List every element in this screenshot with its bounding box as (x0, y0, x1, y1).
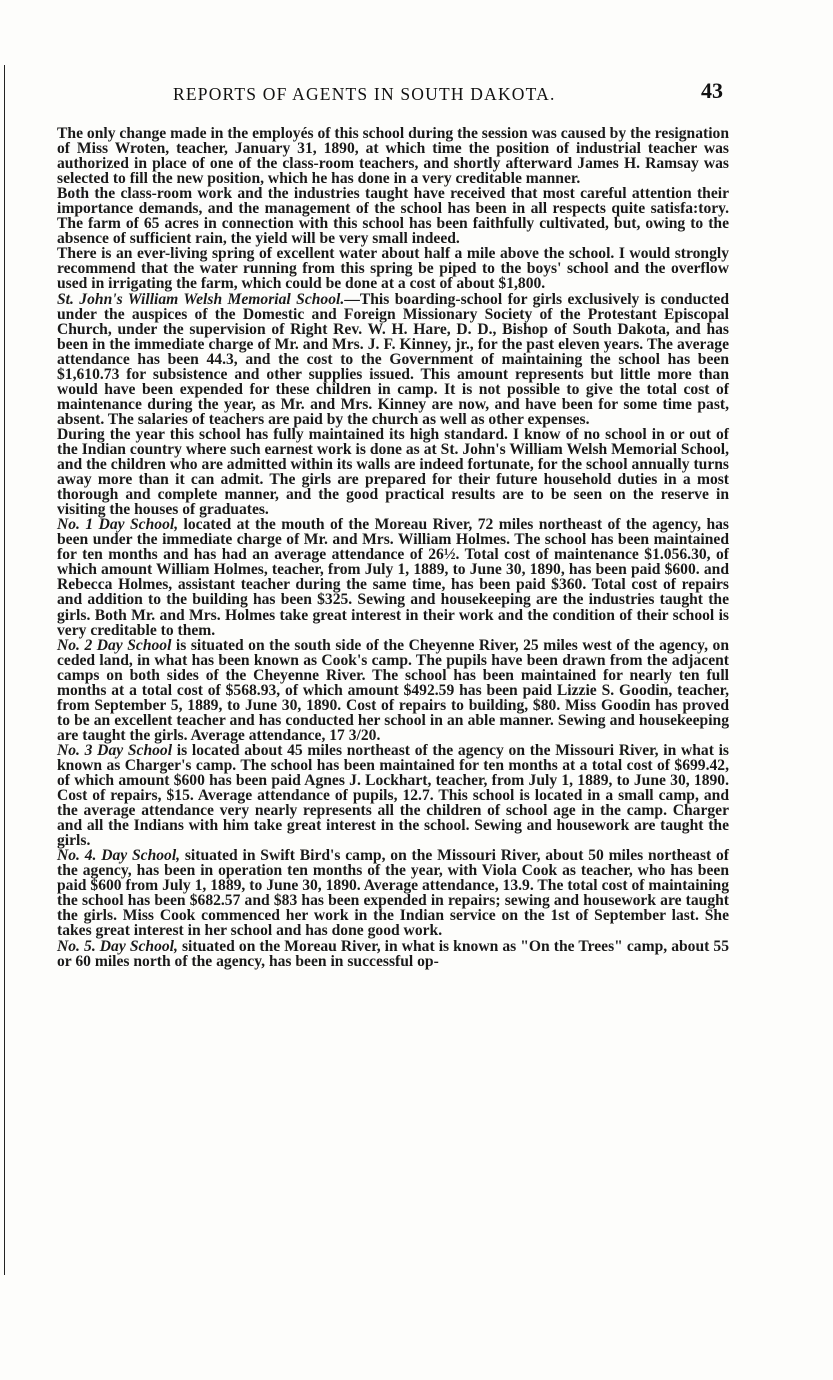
paragraph-text: situated in Swift Bird's camp, on the Missouri River, about 50 miles northeast of the agency, has been in operation ten months of the year, with Viola Cook as teacher, who has been paid $600 from July 1, 1889, to June 30, 1890. Average attendance, 13.9. The total cost of maintaining the school has been $682.57 and $83 has been expended in repairs; sewing and housework are taught the girls. Miss Cook commenced her work in the Indian service on the 1st of September last. She takes great interest in her school and has done good work. (57, 847, 729, 940)
paragraph-text: During the year this school has fully maintained its high standard. I know of no school in or out of the Indian country where such earnest work is done as at St. John's William Welsh Memorial School, and the children who are admitted within its walls are indeed fortunate, for the school annually turns away more than it can admit. The girls are prepared for their future household duties in a most thorough and complete manner, and the good practical results are to be seen on the reserve in visiting the houses of graduates. (57, 425, 729, 519)
paragraph (57, 939, 729, 969)
paragraph-text: Both the class-room work and the industries taught have received that most careful attention their importance demands, and the management of the school has been in all respects quite satisfa:tory. The farm of 65 acres in connection with this school has been faithfully cultivated, but, owing to the absence of sufficient rain, the yield will be very small indeed. (57, 185, 729, 248)
page-number: 43 (701, 78, 723, 103)
paragraph-text: situated on the Moreau River, in what is known as "On the Trees" camp, about 55 or 60 miles north of the agency, has been in successful op- (57, 937, 729, 970)
paragraph-text: located at the mouth of the Moreau River, 72 miles northeast of the agency, has been under the immediate charge of Mr. and Mrs. William Holmes. The school has been maintained for ten months and has had an average attendance of 26½. Total cost of maintenance $1.056.30, of which amount William Holmes, teacher, from July 1, 1889, to June 30, 1890, has been paid $600. and Rebecca Holmes, assistant teacher during the same time, has been paid $360. Total cost of repairs and addition to the building has been $325. Sewing and housekeeping are the industries taught the girls. Both Mr. and Mrs. Holmes take great interest in their work and the condition of their school is very creditable to them. (57, 516, 729, 639)
paragraph-text: There is an ever-living spring of excellent water about half a mile above the school. I would strongly recommend that the water running from this spring be piped to the boys' school and the overflow used in irrigating the farm, which could be done at a cost of about $1,800. (57, 245, 729, 293)
paragraph (57, 517, 729, 637)
paragraph (57, 292, 729, 427)
paragraph (57, 638, 729, 743)
paragraph-text: The only change made in the employés of this school during the session was caused by the resignation of Miss Wroten, teacher, January 31, 1890, at which time the position of industrial teacher was authorized in place of one of the class-room teachers, and shortly afterward James H. Ramsay was selected to fill the new position, which he has done in a very creditable manner. (57, 125, 729, 188)
paragraph-text: is located about 45 miles northeast of the agency on the Missouri River, in what is known as Charger's camp. The school has been maintained for ten months at a total cost of $699.42, of which amount $600 has been paid Agnes J. Lockhart, teacher, from July 1, 1889, to June 30, 1890. Cost of repairs, $15. Average attendance of pupils, 12.7. This school is located in a small camp, and the average attendance very nearly represents all the children of school age in the camp. Charger and all the Indians with him take great interest in the school. Sewing and housework are taught the girls. (57, 741, 729, 850)
body-text (57, 126, 729, 969)
running-title: REPORTS OF AGENTS IN SOUTH DAKOTA. (173, 84, 556, 104)
paragraph-text: —This boarding-school for girls exclusively is conducted under the auspices of the Domestic and Foreign Missionary Society of the Protestant Episcopal Church, under the supervision of Right Rev. W. H. Hare, D. D., Bishop of South Dakota, and has been in the immediate charge of Mr. and Mrs. J. F. Kinney, jr., for the past eleven years. The average attendance has been 44.3, and the cost to the Government of maintaining the school has been $1,610.73 for subsistence and other supplies issued. This amount represents but little more than would have been expended for these children in camp. It is not possible to give the total cost of maintenance during the year, as Mr. and Mrs. Kinney are now, and have been for some time past, absent. The salaries of teachers are paid by the church as well as other expenses. (57, 290, 729, 428)
paragraph-lead: No. 4. Day School, (57, 847, 181, 865)
paragraph-lead: No. 5. Day School, (57, 937, 178, 955)
paragraph (57, 743, 729, 848)
binding-edge-rule (4, 65, 5, 1275)
paragraph (57, 427, 729, 517)
paragraph-lead: St. John's William Welsh Memorial School. (57, 290, 345, 308)
page-header (55, 78, 725, 106)
paragraph (57, 246, 729, 291)
paragraph (57, 126, 729, 186)
paragraph-lead: No. 1 Day School, (57, 516, 179, 534)
paragraph (57, 848, 729, 938)
paragraph (57, 186, 729, 246)
paragraph-text: is situated on the south side of the Cheyenne River, 25 miles west of the agency, on ceded land, in what has been known as Cook's camp. The pupils have been drawn from the adjacent camps on both sides of the Cheyenne River. The school has been maintained for nearly ten full months at a total cost of $568.93, of which amount $492.59 has been paid Lizzie S. Goodin, teacher, from September 5, 1889, to June 30, 1890. Cost of repairs to building, $80. Miss Goodin has proved to be an excellent teacher and has conducted her school in an able manner. Sewing and housekeeping are taught the girls. Average attendance, 17 3/20. (57, 636, 729, 744)
paragraph-lead: No. 2 Day School (57, 636, 172, 654)
paragraph-lead: No. 3 Day School (57, 741, 173, 759)
